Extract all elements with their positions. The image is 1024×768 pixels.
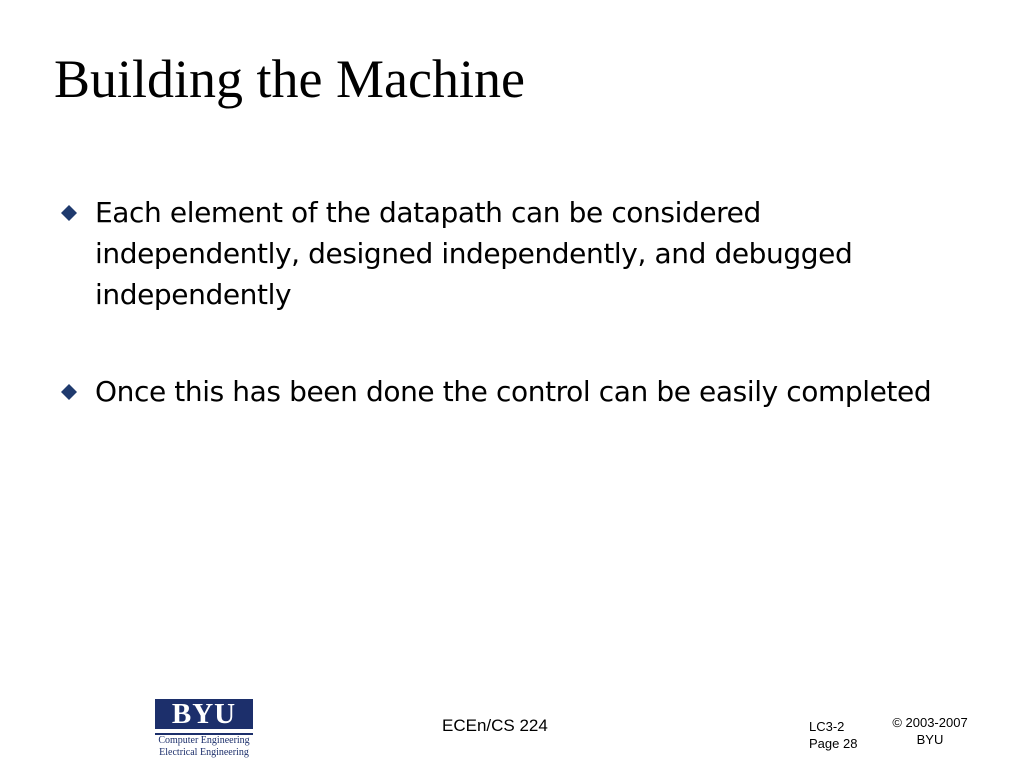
footer-page-info <box>809 718 857 752</box>
bullet-item <box>56 371 956 412</box>
footer-course: ECEn/CS 224 <box>442 716 548 735</box>
diamond-bullet-icon <box>60 204 78 222</box>
footer-page-number: Page 28 <box>809 736 858 751</box>
footer-copyright-org: BYU <box>916 732 944 747</box>
diamond-bullet-icon <box>60 383 78 401</box>
logo-wordmark: BYU <box>155 699 253 729</box>
footer-section: LC3-2 <box>809 719 845 734</box>
slide-title: Building the Machine <box>54 49 525 109</box>
byu-logo <box>155 699 253 763</box>
bullet-item <box>56 192 956 315</box>
footer-copyright <box>884 714 976 748</box>
logo-subtitle-electrical: Electrical Engineering <box>159 747 249 758</box>
logo-subtitle-computer: Computer Engineering <box>158 735 250 746</box>
bullet-list <box>56 192 956 412</box>
footer-copyright-years: © 2003-2007 <box>892 715 968 730</box>
bullet-text: Each element of the datapath can be considered independently, designed independently, and debugged independently <box>95 196 853 311</box>
bullet-text: Once this has been done the control can be easily completed <box>95 375 932 408</box>
